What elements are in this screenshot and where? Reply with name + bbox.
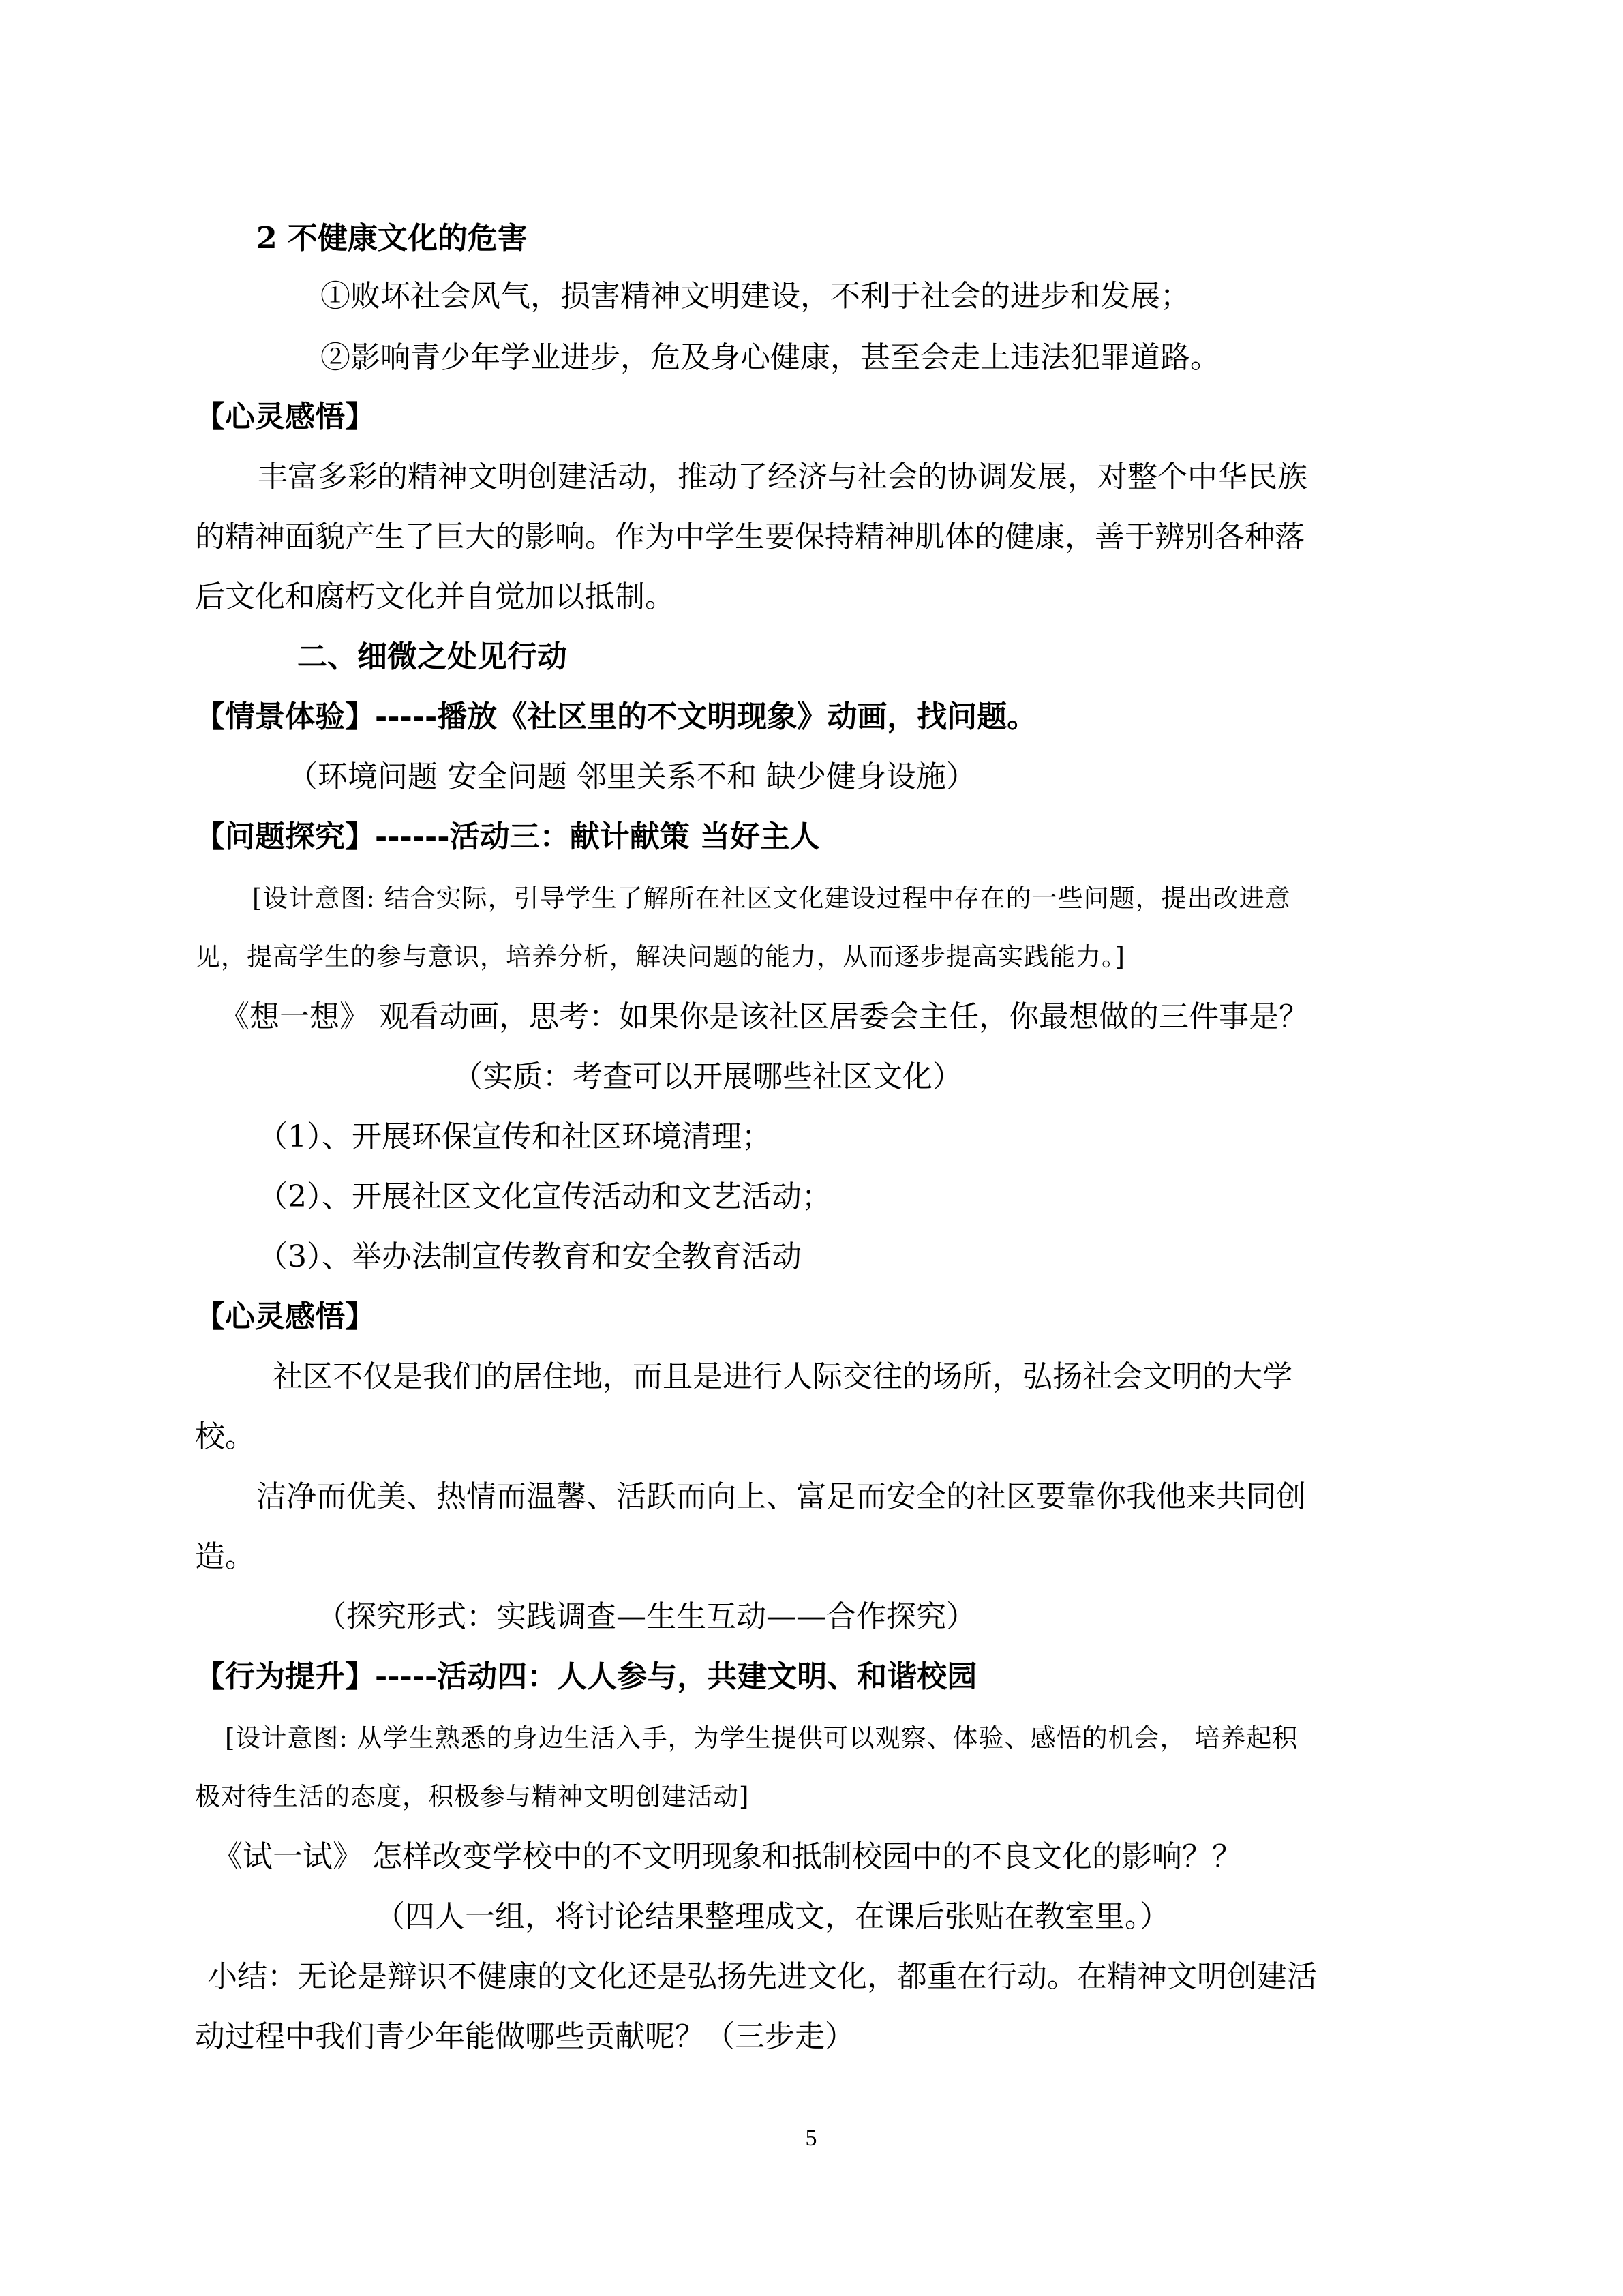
paragraph-line: 《想一想》 观看动画，思考：如果你是该社区居委会主任，你最想做的三件事是？ [219, 999, 1309, 1034]
paragraph-line: （探究形式：实践调查—生生互动——合作探究） [316, 1599, 976, 1634]
design-intent-note: [设计意图: 结合实际，引导学生了解所在社区文化建设过程中存在的一些问题，提出改进意 [252, 883, 1291, 913]
paragraph-line: （实质：考查可以开展哪些社区文化） [453, 1059, 962, 1094]
bracket-heading: 【情景体验】-----播放《社区里的不文明现象》动画，找问题。 [195, 699, 1037, 734]
bracket-heading: 【心灵感悟】 [195, 399, 375, 434]
bracket-heading: 【问题探究】------活动三：献计献策 当好主人 [195, 819, 820, 854]
section-heading: 二、细微之处见行动 [297, 639, 567, 674]
summary-line: 动过程中我们青少年能做哪些贡献呢？（三步走） [195, 2019, 855, 2054]
paragraph-line: （环境问题 安全问题 邻里关系不和 缺少健身设施） [288, 759, 976, 794]
paragraph-line: （四人一组，将讨论结果整理成文，在课后张贴在教室里。） [375, 1899, 1170, 1934]
design-intent-note: [设计意图: 从学生熟悉的身边生活入手，为学生提供可以观察、体验、感悟的机会， 培养起积 [225, 1723, 1299, 1753]
paragraph-line: 造。 [195, 1539, 255, 1574]
paragraph-line: 《试一试》 怎样改变学校中的不文明现象和抵制校园中的不良文化的影响？？ [213, 1839, 1242, 1874]
paragraph-line: 丰富多彩的精神文明创建活动，推动了经济与社会的协调发展，对整个中华民族 [258, 459, 1307, 494]
paragraph-line: 社区不仅是我们的居住地，而且是进行人际交往的场所，弘扬社会文明的大学 [273, 1359, 1292, 1394]
bracket-heading: 【行为提升】-----活动四：人人参与，共建文明、和谐校园 [195, 1659, 977, 1694]
design-intent-note: 见，提高学生的参与意识，培养分析，解决问题的能力，从而逐步提高实践能力。] [195, 942, 1125, 971]
paragraph-line: 的精神面貌产生了巨大的影响。作为中学生要保持精神肌体的健康，善于辨别各种落 [195, 519, 1305, 554]
summary-line: 小结：无论是辩识不健康的文化还是弘扬先进文化，都重在行动。在精神文明创建活 [207, 1959, 1317, 1994]
list-item: （2）、开展社区文化宣传活动和文艺活动； [258, 1179, 832, 1214]
list-item: ②影响青少年学业进步，危及身心健康，甚至会走上违法犯罪道路。 [320, 340, 1220, 375]
page-number: 5 [805, 2126, 817, 2151]
section-heading: 2 不健康文化的危害 [256, 221, 528, 256]
paragraph-line: 洁净而优美、热情而温馨、活跃而向上、富足而安全的社区要靠你我他来共同创 [256, 1479, 1306, 1514]
bracket-heading: 【心灵感悟】 [195, 1299, 375, 1334]
list-item: （1）、开展环保宣传和社区环境清理； [258, 1119, 772, 1154]
paragraph-line: 校。 [195, 1419, 255, 1454]
design-intent-note: 极对待生活的态度，积极参与精神文明创建活动] [195, 1782, 750, 1811]
paragraph-line: 后文化和腐朽文化并自觉加以抵制。 [195, 579, 675, 614]
list-item: （3）、举办法制宣传教育和安全教育活动 [258, 1239, 802, 1274]
list-item: ①败坏社会风气，损害精神文明建设，不利于社会的进步和发展； [320, 279, 1190, 314]
